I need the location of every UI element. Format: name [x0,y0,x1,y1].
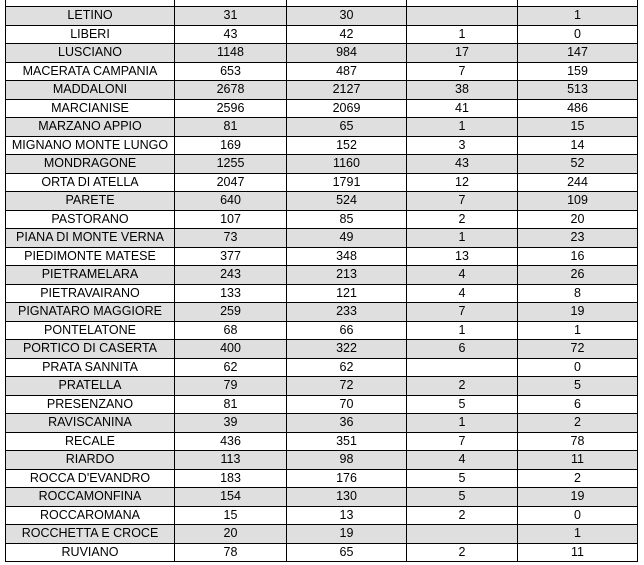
col-2-cell: 348 [287,247,407,266]
table-row [6,506,638,525]
table-row [6,155,638,174]
total-cell: 2047 [175,173,287,192]
col-3-cell: 7 [407,432,518,451]
col-4-cell: 19 [518,488,638,507]
table-row [6,395,638,414]
total-cell: 1255 [175,155,287,174]
col-2-cell: 19 [287,525,407,544]
col-4-cell: 0 [518,25,638,44]
municipality-cell: MONDRAGONE [6,155,175,174]
col-4-cell: 2 [518,414,638,433]
col-2-cell: 2127 [287,81,407,100]
col-3-cell: 13 [407,247,518,266]
col-3-cell: 12 [407,173,518,192]
col-2-cell: 72 [287,377,407,396]
col-3-cell: 4 [407,451,518,470]
col-3-cell: 4 [407,266,518,285]
col-3-cell: 4 [407,284,518,303]
table-row [6,7,638,26]
total-cell: 169 [175,136,287,155]
col-4-cell: 1 [518,7,638,26]
municipality-cell: ROCCA D'EVANDRO [6,469,175,488]
col-4-cell: 1 [518,321,638,340]
col-2-cell: 65 [287,118,407,137]
col-4-cell: 19 [518,303,638,322]
total-cell: 107 [175,210,287,229]
table-row [6,488,638,507]
total-cell: 39 [175,414,287,433]
total-cell: 154 [175,488,287,507]
municipality-cell: PIGNATARO MAGGIORE [6,303,175,322]
col-4-cell: 0 [518,358,638,377]
municipality-cell: MIGNANO MONTE LUNGO [6,136,175,155]
municipality-cell: PRESENZANO [6,395,175,414]
col-3-cell: 5 [407,488,518,507]
total-cell: 81 [175,395,287,414]
table-row [6,247,638,266]
municipality-cell: RUVIANO [6,543,175,562]
total-cell: 2678 [175,81,287,100]
total-cell: 20 [175,525,287,544]
col-2-cell: 70 [287,395,407,414]
total-cell: 1148 [175,44,287,63]
col-4-cell: 6 [518,395,638,414]
municipality-cell: MADDALONI [6,81,175,100]
table-body [6,0,638,562]
total-cell: 259 [175,303,287,322]
total-cell: 81 [175,118,287,137]
col-3-cell [407,7,518,26]
col-3-cell [407,358,518,377]
col-4-cell: 513 [518,81,638,100]
table-row [6,266,638,285]
table-row [6,62,638,81]
municipality-cell: PASTORANO [6,210,175,229]
col-2-cell: 1160 [287,155,407,174]
table-row [6,192,638,211]
col-2-cell: 30 [287,7,407,26]
col-2-cell: 36 [287,414,407,433]
col-3-cell: 7 [407,62,518,81]
municipality-cell: RAVISCANINA [6,414,175,433]
col-4-cell: 23 [518,229,638,248]
col-2-cell: 65 [287,543,407,562]
col-3-cell: 17 [407,44,518,63]
total-cell: 79 [175,377,287,396]
table-row [6,284,638,303]
col-4-cell: 244 [518,173,638,192]
col-2-cell: 2069 [287,99,407,118]
col-3-cell: 5 [407,469,518,488]
col-2-cell: 121 [287,284,407,303]
municipality-cell: ROCCHETTA E CROCE [6,525,175,544]
col-2-cell: 322 [287,340,407,359]
table-row [6,377,638,396]
total-cell: 640 [175,192,287,211]
col-3-cell: 1 [407,414,518,433]
col-4-cell: 109 [518,192,638,211]
col-3-cell: 6 [407,340,518,359]
municipality-cell: LUSCIANO [6,44,175,63]
col-4-cell: 26 [518,266,638,285]
municipality-cell: ROCCAMONFINA [6,488,175,507]
total-cell: 400 [175,340,287,359]
municipality-cell: LETINO [6,7,175,26]
total-cell: 653 [175,62,287,81]
municipality-cell: PORTICO DI CASERTA [6,340,175,359]
total-cell: 113 [175,451,287,470]
municipality-table [5,0,638,562]
municipality-cell: MARZANO APPIO [6,118,175,137]
col-2-cell: 66 [287,321,407,340]
col-4-cell: 147 [518,44,638,63]
total-cell: 31 [175,7,287,26]
col-2-cell: 13 [287,506,407,525]
col-3-cell: 2 [407,506,518,525]
municipality-cell: PRATA SANNITA [6,358,175,377]
col-4-cell: 52 [518,155,638,174]
col-2-cell: 524 [287,192,407,211]
col-3-cell: 7 [407,303,518,322]
col-4-cell: 8 [518,284,638,303]
table-row [6,451,638,470]
municipality-cell: LIBERI [6,25,175,44]
table-row [6,81,638,100]
col-2-cell: 130 [287,488,407,507]
table-row [6,525,638,544]
col-3-cell: 3 [407,136,518,155]
municipality-cell: PIETRAMELARA [6,266,175,285]
total-cell: 15 [175,506,287,525]
municipality-cell: ORTA DI ATELLA [6,173,175,192]
col-4-cell: 16 [518,247,638,266]
col-3-cell: 5 [407,395,518,414]
table-row [6,340,638,359]
col-2-cell: 1791 [287,173,407,192]
col-4-cell: 14 [518,136,638,155]
total-cell: 62 [175,358,287,377]
col-2-cell: 233 [287,303,407,322]
total-cell: 68 [175,321,287,340]
col-4-cell: 486 [518,99,638,118]
col-2-cell: 176 [287,469,407,488]
col-2-cell: 351 [287,432,407,451]
col-3-cell [407,525,518,544]
total-cell: 43 [175,25,287,44]
col-3-cell: 2 [407,210,518,229]
total-cell: 377 [175,247,287,266]
total-cell: 78 [175,543,287,562]
col-3-cell: 2 [407,377,518,396]
municipality-cell: PIEDIMONTE MATESE [6,247,175,266]
table-row [6,44,638,63]
municipality-cell: PONTELATONE [6,321,175,340]
col-4-cell: 15 [518,118,638,137]
municipality-cell: ROCCAROMANA [6,506,175,525]
table-row [6,303,638,322]
municipality-cell: MACERATA CAMPANIA [6,62,175,81]
table-row [6,543,638,562]
total-cell: 73 [175,229,287,248]
total-cell: 243 [175,266,287,285]
total-cell: 183 [175,469,287,488]
col-2-cell: 487 [287,62,407,81]
col-3-cell: 1 [407,25,518,44]
data-table-container [5,0,637,562]
col-4-cell: 5 [518,377,638,396]
total-cell: 133 [175,284,287,303]
col-2-cell: 152 [287,136,407,155]
col-2-cell: 49 [287,229,407,248]
municipality-cell: PRATELLA [6,377,175,396]
table-row [6,229,638,248]
municipality-cell: PIETRAVAIRANO [6,284,175,303]
total-cell: 2596 [175,99,287,118]
table-row [6,469,638,488]
municipality-cell: MARCIANISE [6,99,175,118]
table-row [6,414,638,433]
table-row [6,136,638,155]
col-2-cell: 85 [287,210,407,229]
col-2-cell: 984 [287,44,407,63]
municipality-cell: RIARDO [6,451,175,470]
col-4-cell: 11 [518,451,638,470]
table-row [6,25,638,44]
col-4-cell: 78 [518,432,638,451]
col-3-cell: 38 [407,81,518,100]
col-3-cell: 43 [407,155,518,174]
table-row [6,118,638,137]
col-2-cell: 42 [287,25,407,44]
col-2-cell: 62 [287,358,407,377]
table-row [6,358,638,377]
col-4-cell: 0 [518,506,638,525]
col-4-cell: 72 [518,340,638,359]
total-cell: 436 [175,432,287,451]
col-3-cell: 2 [407,543,518,562]
col-4-cell: 11 [518,543,638,562]
col-4-cell: 20 [518,210,638,229]
municipality-cell: PIANA DI MONTE VERNA [6,229,175,248]
municipality-cell: PARETE [6,192,175,211]
col-2-cell: 98 [287,451,407,470]
municipality-cell: RECALE [6,432,175,451]
col-2-cell: 213 [287,266,407,285]
table-row [6,321,638,340]
table-row [6,210,638,229]
col-4-cell: 159 [518,62,638,81]
table-row [6,173,638,192]
col-3-cell: 1 [407,321,518,340]
col-3-cell: 41 [407,99,518,118]
col-3-cell: 7 [407,192,518,211]
col-3-cell: 1 [407,118,518,137]
col-4-cell: 2 [518,469,638,488]
table-row [6,432,638,451]
col-3-cell: 1 [407,229,518,248]
table-row [6,99,638,118]
col-4-cell: 1 [518,525,638,544]
